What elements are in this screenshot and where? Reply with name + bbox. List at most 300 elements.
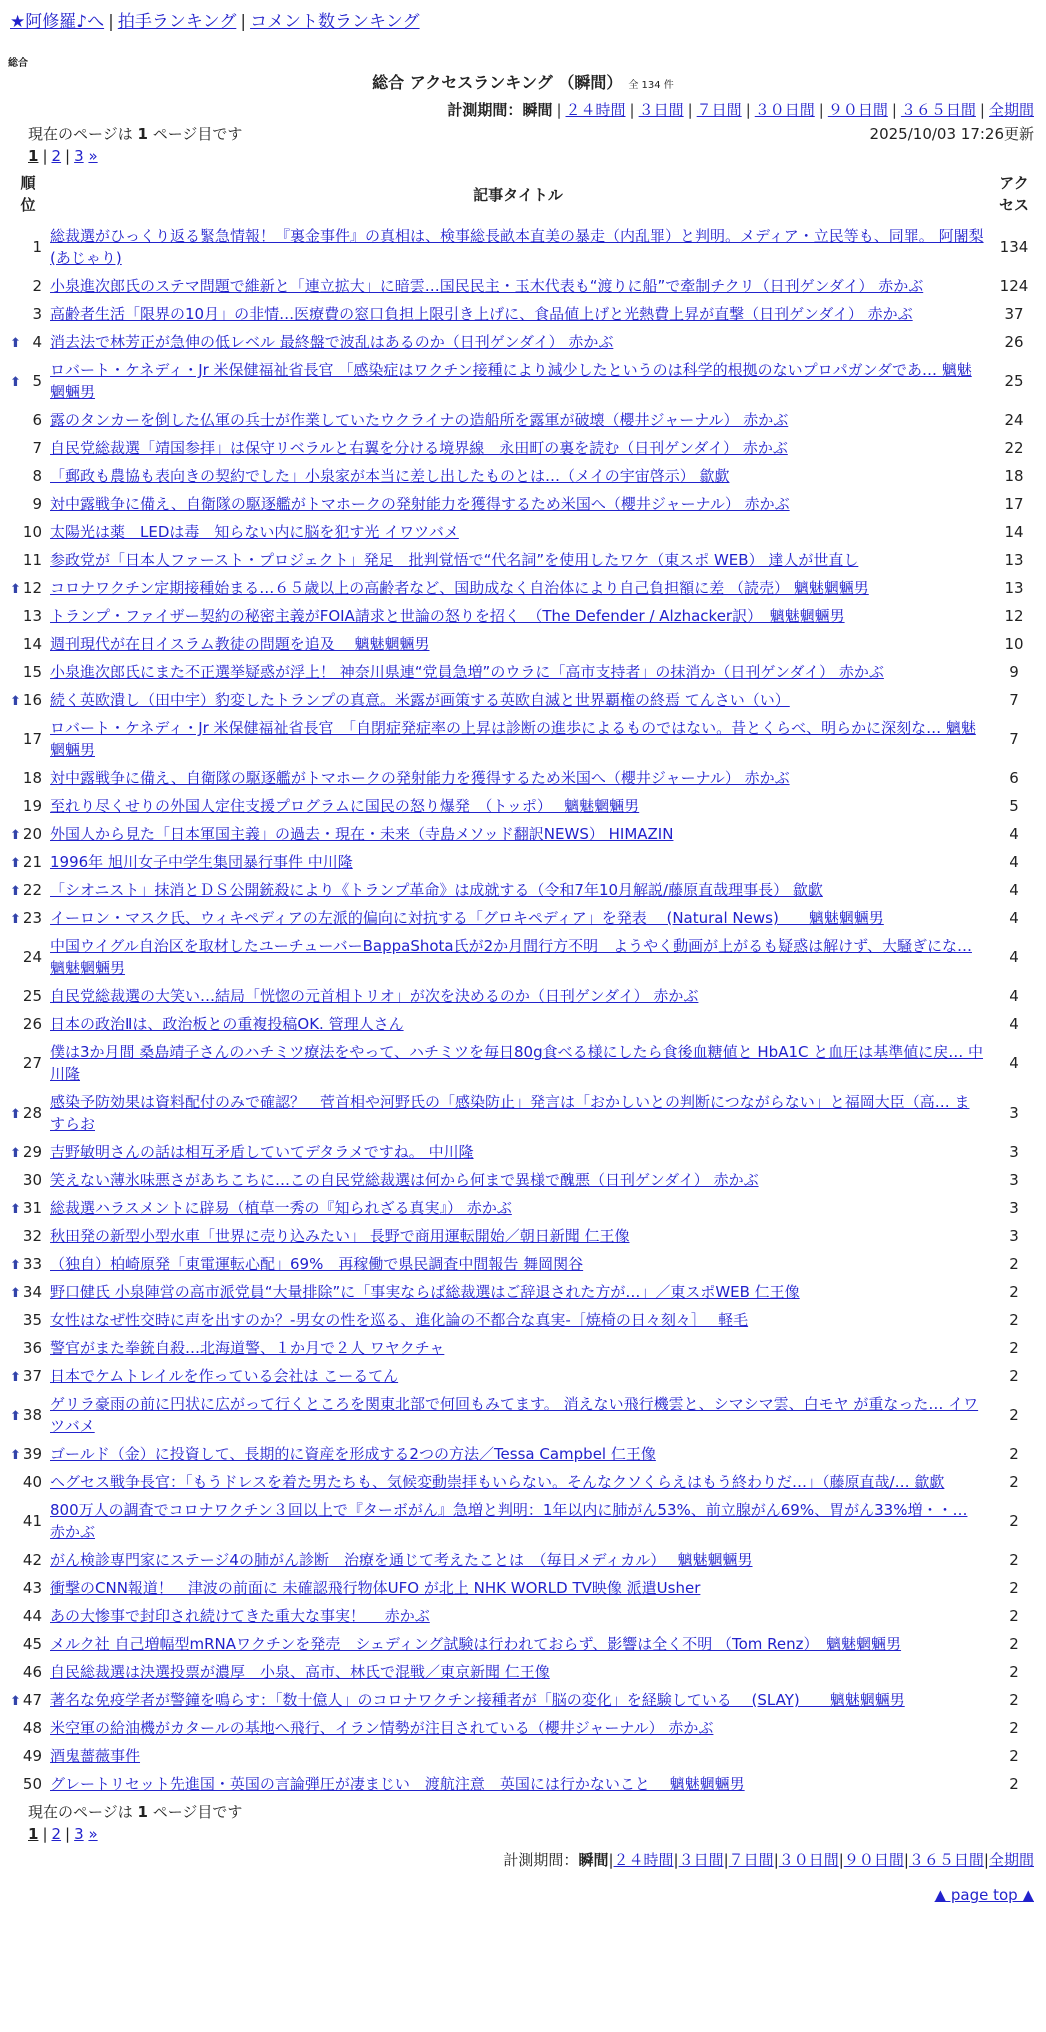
rank-cell [10,1770,46,1798]
rank-cell [10,1010,46,1038]
article-title-link[interactable]: ヘグセス戦争長官：「もうドレスを着た男たちも、気候変動崇拝もいらない。そんなクソくらえはもう終わりだ…」（藤原直哉/… 歙歔 [50,1473,945,1491]
ranking-table [10,166,1038,1798]
top-navigation [0,0,1046,32]
article-title-link[interactable]: ロバート・ケネディ・Jr 米保健福祉省長官 「感染症はワクチン接種により減少したというのは科学的根拠のないプロパガンダであ… 魑魅魍魎男 [50,361,972,401]
up-arrow-icon: ⬆ [10,1202,21,1217]
title-cell [46,574,990,602]
rank-cell [10,876,46,904]
access-count: 3 [1009,1143,1019,1161]
period-selector-top [0,100,1046,120]
table-row [10,602,1038,630]
up-arrow-icon: ⬆ [10,375,21,390]
article-title-link[interactable]: 小泉進次郎氏にまた不正選挙疑惑が浮上！ 神奈川県連“党員急増”のウラに「高市支持者」の抹消か（日刊ゲンダイ） 赤かぶ [50,663,884,681]
access-count: 2 [1009,1579,1019,1597]
rank-number: 34 [22,1283,42,1301]
comment-ranking-link[interactable]: コメント数ランキング [250,12,420,32]
article-title-link[interactable]: 週刊現代が在日イスラム教徒の問題を追及 魑魅魍魎男 [50,635,430,653]
nav-separator: | [240,12,247,32]
period-option-link[interactable]: ９０日間 [843,1851,904,1869]
rank-cell [10,300,46,328]
article-title-link[interactable]: 女性はなぜ性交時に声を出すのか？-男女の性を巡る、進化論の不都合な真実-［焼椅の日々刻々］ 軽毛 [50,1311,749,1329]
title-cell [46,904,990,932]
table-row [10,1714,1038,1742]
article-title-link[interactable]: 日本でケムトレイルを作っている会社は こーるてん [50,1367,399,1385]
title-cell [46,848,990,876]
rank-number: 32 [22,1227,42,1245]
table-row [10,1306,1038,1334]
access-count: 13 [1004,579,1024,597]
article-title-link[interactable]: 小泉進次郎氏のステマ問題で維新と「連立拡大」に暗雲…国民民主・玉木代表も“渡りに船”で牽制チクリ（日刊ゲンダイ） 赤かぶ [50,277,924,295]
rank-cell [10,686,46,714]
article-title-link[interactable]: 自民党総裁選「靖国参拝」は保守リベラルと右翼を分ける境界線 永田町の裏を読む（日刊ゲンダイ） 赤かぶ [50,439,788,457]
period-separator: | [687,101,693,119]
pager-page-link[interactable]: 2 [51,1825,62,1843]
rank-cell [10,764,46,792]
rank-number: 39 [22,1445,42,1463]
title-cell [46,1166,990,1194]
rank-cell [10,356,46,406]
table-row [10,1440,1038,1468]
rank-number: 17 [22,730,42,748]
table-row [10,574,1038,602]
access-count: 18 [1004,467,1024,485]
period-current: 瞬間 [578,1851,609,1869]
period-current: 瞬間 [522,101,553,119]
rank-cell [10,1088,46,1138]
rank-cell [10,1166,46,1194]
title-cell [46,1038,990,1088]
article-title-link[interactable]: ゲリラ豪雨の前に円状に広がって行くところを関東北部で何回もみてます。 消えない飛行機雲と、シマシマ雲、白モヤ が重なった… イワツバメ [50,1395,979,1435]
rank-cell [10,792,46,820]
table-row [10,1468,1038,1496]
table-row [10,686,1038,714]
title-cell [46,792,990,820]
rank-number: 15 [22,663,42,681]
rank-cell [10,848,46,876]
article-title-link[interactable]: 日本の政治Ⅱは、政治板との重複投稿OK. 管理人さん [50,1015,404,1033]
access-count: 2 [1009,1635,1019,1653]
access-count: 37 [1004,305,1024,323]
period-separator: | [629,101,635,119]
table-row [10,848,1038,876]
article-title-link[interactable]: ロバート・ケネディ・Jr 米保健福祉省長官 「自閉症発症率の上昇は診断の進歩によるものではない。昔とくらべ、明らかに深刻な… 魑魅魍魎男 [50,719,976,759]
article-title-link[interactable]: 秋田発の新型小型水車「世界に売り込みたい」 長野で商用運転開始／朝日新聞 仁王像 [50,1227,630,1245]
rank-cell [10,1496,46,1546]
access-count: 134 [999,238,1029,256]
title-cell [46,1222,990,1250]
period-separator: | [903,1851,909,1869]
access-count: 2 [1009,1283,1019,1301]
total-count: 全 134 件 [628,80,674,91]
rank-number: 45 [22,1635,42,1653]
title-cell [46,1574,990,1602]
table-row [10,714,1038,764]
period-option-link[interactable]: ３０日間 [754,101,815,119]
article-title-link[interactable]: 「郵政も農協も表向きの契約でした」小泉家が本当に差し出したものとは…（メイの宇宙啓示） 歙歔 [50,467,730,485]
page-info-top [0,124,1046,144]
access-count: 4 [1009,881,1019,899]
access-count: 25 [1004,372,1024,390]
rank-number: 5 [32,372,42,390]
rank-number: 48 [22,1719,42,1737]
title-cell [46,630,990,658]
rank-cell [10,904,46,932]
title-cell [46,518,990,546]
rank-number: 1 [32,238,42,256]
rank-number: 30 [22,1171,42,1189]
article-title-link[interactable]: 僕は3か月間 桑島靖子さんのハチミツ療法をやって、ハチミツを毎日80g食べる様にしたら食後血糖値と HbA1C と血圧は基準値に戻… 中川隆 [50,1043,984,1083]
article-title-link[interactable]: 総裁選がひっくり返る緊急情報！『裏金事件』の真相は、検事総長畝本直美の暴走（内乱罪）と判明。メディア・立民等も、同罪。 阿闍梨(あじゃり) [50,227,984,267]
up-arrow-icon: ⬆ [10,1409,21,1424]
rank-cell [10,1222,46,1250]
period-label: 計測期間： [503,1851,579,1869]
article-title-link[interactable]: 総裁選ハラスメントに辟易（植草一秀の『知られざる真実』） 赤かぶ [50,1199,512,1217]
up-arrow-icon: ⬆ [10,856,21,871]
rank-cell [10,1440,46,1468]
title-cell [46,1770,990,1798]
period-option-link[interactable]: ３６５日間 [900,101,976,119]
up-arrow-icon: ⬆ [10,828,21,843]
period-option-link[interactable]: ７日間 [696,101,742,119]
period-separator: | [723,1851,729,1869]
rank-number: 43 [22,1579,42,1597]
pager-page-link[interactable]: 3 [74,147,84,165]
up-arrow-icon: ⬆ [10,1107,21,1122]
article-title-link[interactable]: 感染予防効果は資料配付のみで確認？ 菅首相や河野氏の「感染防止」発言は「おかしいとの判断につながらない」と福岡大臣（高… ますらお [50,1093,970,1133]
access-count: 2 [1009,1339,1019,1357]
table-row [10,1250,1038,1278]
table-row [10,406,1038,434]
rank-number: 40 [22,1473,42,1491]
period-option-link[interactable]: ２４時間 [613,1851,674,1869]
up-arrow-icon: ⬆ [10,1370,21,1385]
rank-number: 33 [22,1255,42,1273]
rank-cell [10,1714,46,1742]
rank-cell [10,1194,46,1222]
access-count: 12 [1004,607,1024,625]
article-title-link[interactable]: 消去法で林芳正が急伸の低レベル 最終盤で波乱はあるのか（日刊ゲンダイ） 赤かぶ [50,333,614,351]
access-count: 2 [1009,1663,1019,1681]
rank-cell [10,328,46,356]
article-title-link[interactable]: がん検診専門家にステージ4の肺がん診断 治療を通じて考えたことは （毎日メディカル） 魑魅魍魎男 [50,1551,753,1569]
article-title-link[interactable]: 自民総裁選は決選投票が濃厚 小泉、高市、林氏で混戦／東京新聞 仁王像 [50,1663,550,1681]
table-row [10,1658,1038,1686]
rank-number: 44 [22,1607,42,1625]
access-count: 2 [1009,1445,1019,1463]
period-separator: | [773,1851,779,1869]
rank-number: 18 [22,769,42,787]
access-count: 14 [1004,523,1024,541]
title-cell [46,1630,990,1658]
rank-number: 49 [22,1747,42,1765]
rank-number: 7 [32,439,42,457]
period-option-link[interactable]: 全期間 [988,1851,1034,1869]
rank-cell [10,1630,46,1658]
article-title-link[interactable]: 著名な免疫学者が警鐘を鳴らす：「数十億人」のコロナワクチン接種者が「脳の変化」を経験している (SLAY) 魑魅魍魎男 [50,1691,905,1709]
title-cell [46,1742,990,1770]
title-cell [46,300,990,328]
article-title-link[interactable]: 「シオニスト」抹消とＤＳ公開銃殺により《トランプ革命》は成就する（令和7年10月解説/藤原直哉理事長） 歙歔 [50,881,823,899]
access-count: 4 [1009,948,1019,966]
title-cell [46,406,990,434]
title-cell [46,1010,990,1038]
table-row [10,490,1038,518]
access-count: 2 [1009,1406,1019,1424]
article-title-link[interactable]: メルク社 自己増幅型mRNAワクチンを発売 シェディング試験は行われておらず、影響は全く不明 （Tom Renz） 魑魅魍魎男 [50,1635,902,1653]
rank-cell [10,434,46,462]
rank-cell [10,574,46,602]
table-row [10,1194,1038,1222]
pager-separator: | [42,147,48,165]
article-title-link[interactable]: （独自）柏崎原発「東電運転心配」69% 再稼働で県民調査中間報告 舞岡関谷 [50,1255,584,1273]
title-cell [46,1686,990,1714]
table-row [10,1574,1038,1602]
access-count: 2 [1009,1551,1019,1569]
rank-cell [10,1306,46,1334]
period-separator: | [891,101,897,119]
rank-cell [10,1546,46,1574]
title-cell [46,1546,990,1574]
title-cell [46,1362,990,1390]
access-count: 2 [1009,1255,1019,1273]
rank-cell [10,1278,46,1306]
article-title-link[interactable]: 対中露戦争に備え、自衛隊の駆逐艦がトマホークの発射能力を獲得するため米国へ（櫻井ジャーナル） 赤かぶ [50,495,790,513]
table-row [10,1362,1038,1390]
pager-next-link[interactable]: » [88,147,98,165]
article-title-link[interactable]: 至れり尽くせりの外国人定住支援プログラムに国民の怒り爆発 （トッポ） 魑魅魍魎男 [50,797,640,815]
rank-number: 31 [22,1199,42,1217]
pager-current-page: 1 [28,147,39,165]
page-title-text: 総合 アクセスランキング （瞬間） [372,73,623,92]
rank-number: 23 [22,909,42,927]
title-cell [46,876,990,904]
title-cell [46,602,990,630]
article-title-link[interactable]: 中国ウイグル自治区を取材したユーチューバーBappaShota氏が2か月間行方不明 ようやく動画が上がるも疑惑は解けず、大騒ぎにな… 魑魅魍魎男 [50,937,972,977]
period-separator: | [838,1851,844,1869]
rank-number: 50 [22,1775,42,1793]
period-option-link[interactable]: ３日間 [638,101,684,119]
title-cell [46,1194,990,1222]
rank-cell [10,1686,46,1714]
rank-number: 38 [22,1406,42,1424]
rank-number: 46 [22,1663,42,1681]
period-selector-bottom [0,1850,1046,1870]
page-info-bottom [0,1802,1046,1822]
period-option-link[interactable]: ７日間 [728,1851,774,1869]
up-arrow-icon: ⬆ [10,694,21,709]
period-option-link[interactable]: ９０日間 [827,101,888,119]
article-title-link[interactable]: イーロン・マスク氏、ウィキペディアの左派的偏向に対抗する「グロキペディア」を発表 (Natural News) 魑魅魍魎男 [50,909,884,927]
title-cell [46,1602,990,1630]
access-count: 4 [1009,987,1019,1005]
rank-number: 8 [32,467,42,485]
rank-cell [10,1334,46,1362]
table-row [10,1686,1038,1714]
rank-cell [10,630,46,658]
up-arrow-icon: ⬆ [10,1258,21,1273]
access-count: 2 [1009,1775,1019,1793]
article-title-link[interactable]: 外国人から見た「日本軍国主義」の過去・現在・未来（寺島メソッド翻訳NEWS） HIMAZIN [50,825,674,843]
rank-number: 13 [22,607,42,625]
access-count: 2 [1009,1719,1019,1737]
pager-next-link[interactable]: » [88,1825,98,1843]
pager-page-link[interactable]: 3 [74,1825,84,1843]
rank-number: 47 [22,1691,42,1709]
access-count: 3 [1009,1199,1019,1217]
rank-number: 16 [22,691,42,709]
rank-cell [10,820,46,848]
title-cell [46,820,990,848]
up-arrow-icon: ⬆ [10,582,21,597]
access-count: 4 [1009,1054,1019,1072]
up-arrow-icon: ⬆ [10,336,21,351]
article-title-link[interactable]: コロナワクチン定期接種始まる…６５歳以上の高齢者など、国助成なく自治体により自己負担額に差 （読売） 魑魅魍魎男 [50,579,869,597]
access-count: 10 [1004,635,1024,653]
access-count: 3 [1009,1171,1019,1189]
rank-number: 22 [22,881,42,899]
article-title-link[interactable]: 800万人の調査でコロナワクチン３回以上で『ターボがん』急増と判明：1年以内に肺がん53%、前立腺がん69%、胃がん33%増・・… 赤かぶ [50,1501,968,1541]
page-top-link[interactable]: ▲ page top ▲ [934,1886,1034,1904]
table-header-row [10,166,1038,222]
up-arrow-icon: ⬆ [10,912,21,927]
table-row [10,630,1038,658]
access-count: 7 [1009,730,1019,748]
table-row [10,764,1038,792]
title-cell [46,1496,990,1546]
current-page-text: 現在のページは 1 ページ目です [28,1803,243,1821]
title-cell [46,764,990,792]
table-row [10,300,1038,328]
table-row [10,518,1038,546]
table-row [10,328,1038,356]
period-separator: | [673,1851,679,1869]
rank-cell [10,1390,46,1440]
article-title-link[interactable]: 笑えない薄氷味悪さがあちこちに…この自民党総裁選は何から何まで異様で醜悪（日刊ゲンダイ） 赤かぶ [50,1171,759,1189]
article-title-link[interactable]: 警官がまた拳銃自殺…北海道警、１か月で２人 ワヤクチャ [50,1339,445,1357]
article-title-link[interactable]: 野口健氏 小泉陣営の高市派党員“大量排除”に「事実ならば総裁選はご辞退された方が…」／東スポWEB 仁王像 [50,1283,800,1301]
access-count: 24 [1004,411,1024,429]
title-cell [46,982,990,1010]
access-count: 13 [1004,551,1024,569]
article-title-link[interactable]: 参政党が「日本人ファースト・プロジェクト」発足 批判覚悟で“代名詞”を使用したワケ（東スポ WEB） 達人が世直し [50,551,859,569]
pager-page-link[interactable]: 2 [51,147,62,165]
rank-cell [10,406,46,434]
access-header: アク セス [998,174,1029,214]
article-title-link[interactable]: 高齢者生活「限界の10月」の非情…医療費の窓口負担上限引き上げに、食品値上げと光熱費上昇が直撃（日刊ゲンダイ） 赤かぶ [50,305,913,323]
title-cell [46,328,990,356]
table-row [10,1334,1038,1362]
up-arrow-icon: ⬆ [10,1146,21,1161]
article-title-link[interactable]: ゴールド（金）に投資して、長期的に資産を形成する2つの方法／Tessa Campbel 仁王像 [50,1445,656,1463]
rank-number: 42 [22,1551,42,1569]
period-separator: | [983,1851,989,1869]
article-title-link[interactable]: 衝撃のCNN報道！ 津波の前面に 未確認飛行物体UFO が北上 NHK WORLD TV映像 派遣Usher [50,1579,701,1597]
period-option-link[interactable]: ３日間 [678,1851,724,1869]
title-cell [46,1138,990,1166]
access-count: 2 [1009,1367,1019,1385]
home-link[interactable]: ★阿修羅♪へ [10,12,105,32]
title-cell [46,356,990,406]
clap-ranking-link[interactable]: 拍手ランキング [117,12,237,32]
table-row [10,1166,1038,1194]
article-title-link[interactable]: 米空軍の給油機がカタールの基地へ飛行、イラン情勢が注目されている（櫻井ジャーナル） 赤かぶ [50,1719,714,1737]
article-title-link[interactable]: 続く英欧潰し（田中宇）豹変したトランプの真意。米露が画策する英欧自滅と世界覇権の終焉 てんさい（い） [50,691,790,709]
access-count: 22 [1004,439,1024,457]
rank-number: 21 [22,853,42,871]
access-count: 3 [1009,1227,1019,1245]
rank-number: 27 [22,1054,42,1072]
title-cell [46,1334,990,1362]
rank-cell [10,1250,46,1278]
title-cell [46,1468,990,1496]
article-title-link[interactable]: 対中露戦争に備え、自衛隊の駆逐艦がトマホークの発射能力を獲得するため米国へ（櫻井ジャーナル） 赤かぶ [50,769,790,787]
current-page-text: 現在のページは 1 ページ目です [28,125,243,143]
rank-number: 2 [32,277,42,295]
rank-cell [10,1574,46,1602]
rank-cell [10,518,46,546]
table-row [10,876,1038,904]
article-title-link[interactable]: トランプ・ファイザー契約の秘密主義がFOIA請求と世論の怒りを招く （The Defender / Alzhacker訳） 魑魅魍魎男 [50,607,845,625]
rank-cell [10,272,46,300]
article-title-link[interactable]: 酒鬼薔薇事件 [50,1747,141,1765]
article-title-link[interactable]: グレートリセット先進国・英国の言論弾圧が凄まじい 渡航注意 英国には行かないこと 魑魅魍魎男 [50,1775,745,1793]
rank-number: 26 [22,1015,42,1033]
title-header: 記事タイトル [473,185,563,204]
article-title-link[interactable]: 自民党総裁選の大笑い…結局「恍惚の元首相トリオ」が次を決めるのか（日刊ゲンダイ） 赤かぶ [50,987,699,1005]
access-count: 3 [1009,1104,1019,1122]
access-count: 6 [1009,769,1019,787]
table-row [10,658,1038,686]
table-row [10,820,1038,848]
period-option-link[interactable]: ２４時間 [565,101,626,119]
table-row [10,1546,1038,1574]
rank-number: 3 [32,305,42,323]
rank-number: 12 [22,579,42,597]
period-separator: | [818,101,824,119]
rank-cell [10,1658,46,1686]
title-cell [46,546,990,574]
article-title-link[interactable]: 吉野敏明さんの話は相互矛盾していてデタラメですね。 中川隆 [50,1143,474,1161]
article-title-link[interactable]: 露のタンカーを倒した仏軍の兵士が作業していたウクライナの造船所を露軍が破壊（櫻井ジャーナル） 赤かぶ [50,411,789,429]
title-cell [46,686,990,714]
rank-cell [10,1468,46,1496]
period-option-link[interactable]: ３０日間 [778,1851,839,1869]
access-count: 4 [1009,825,1019,843]
article-title-link[interactable]: 1996年 旭川女子中学生集団暴行事件 中川隆 [50,853,353,871]
access-count: 5 [1009,797,1019,815]
period-separator: | [556,101,562,119]
rank-cell [10,1038,46,1088]
access-count: 2 [1009,1747,1019,1765]
article-title-link[interactable]: あの大惨事で封印され続けてきた重大な事実！ 赤かぶ [50,1607,430,1625]
rank-number: 35 [22,1311,42,1329]
access-count: 26 [1004,333,1024,351]
access-count: 4 [1009,853,1019,871]
period-option-link[interactable]: ３６５日間 [908,1851,984,1869]
table-row [10,1222,1038,1250]
period-option-link[interactable]: 全期間 [988,101,1034,119]
article-title-link[interactable]: 太陽光は薬 LEDは毒 知らない内に脳を犯す光 イワツバメ [50,523,459,541]
pager-current-page: 1 [28,1825,39,1843]
pager-bottom [0,1824,1046,1844]
table-row [10,1770,1038,1798]
rank-number: 4 [32,333,42,351]
period-label: 計測期間： [447,101,523,119]
rank-cell [10,932,46,982]
title-cell [46,272,990,300]
title-cell [46,462,990,490]
title-cell [46,714,990,764]
